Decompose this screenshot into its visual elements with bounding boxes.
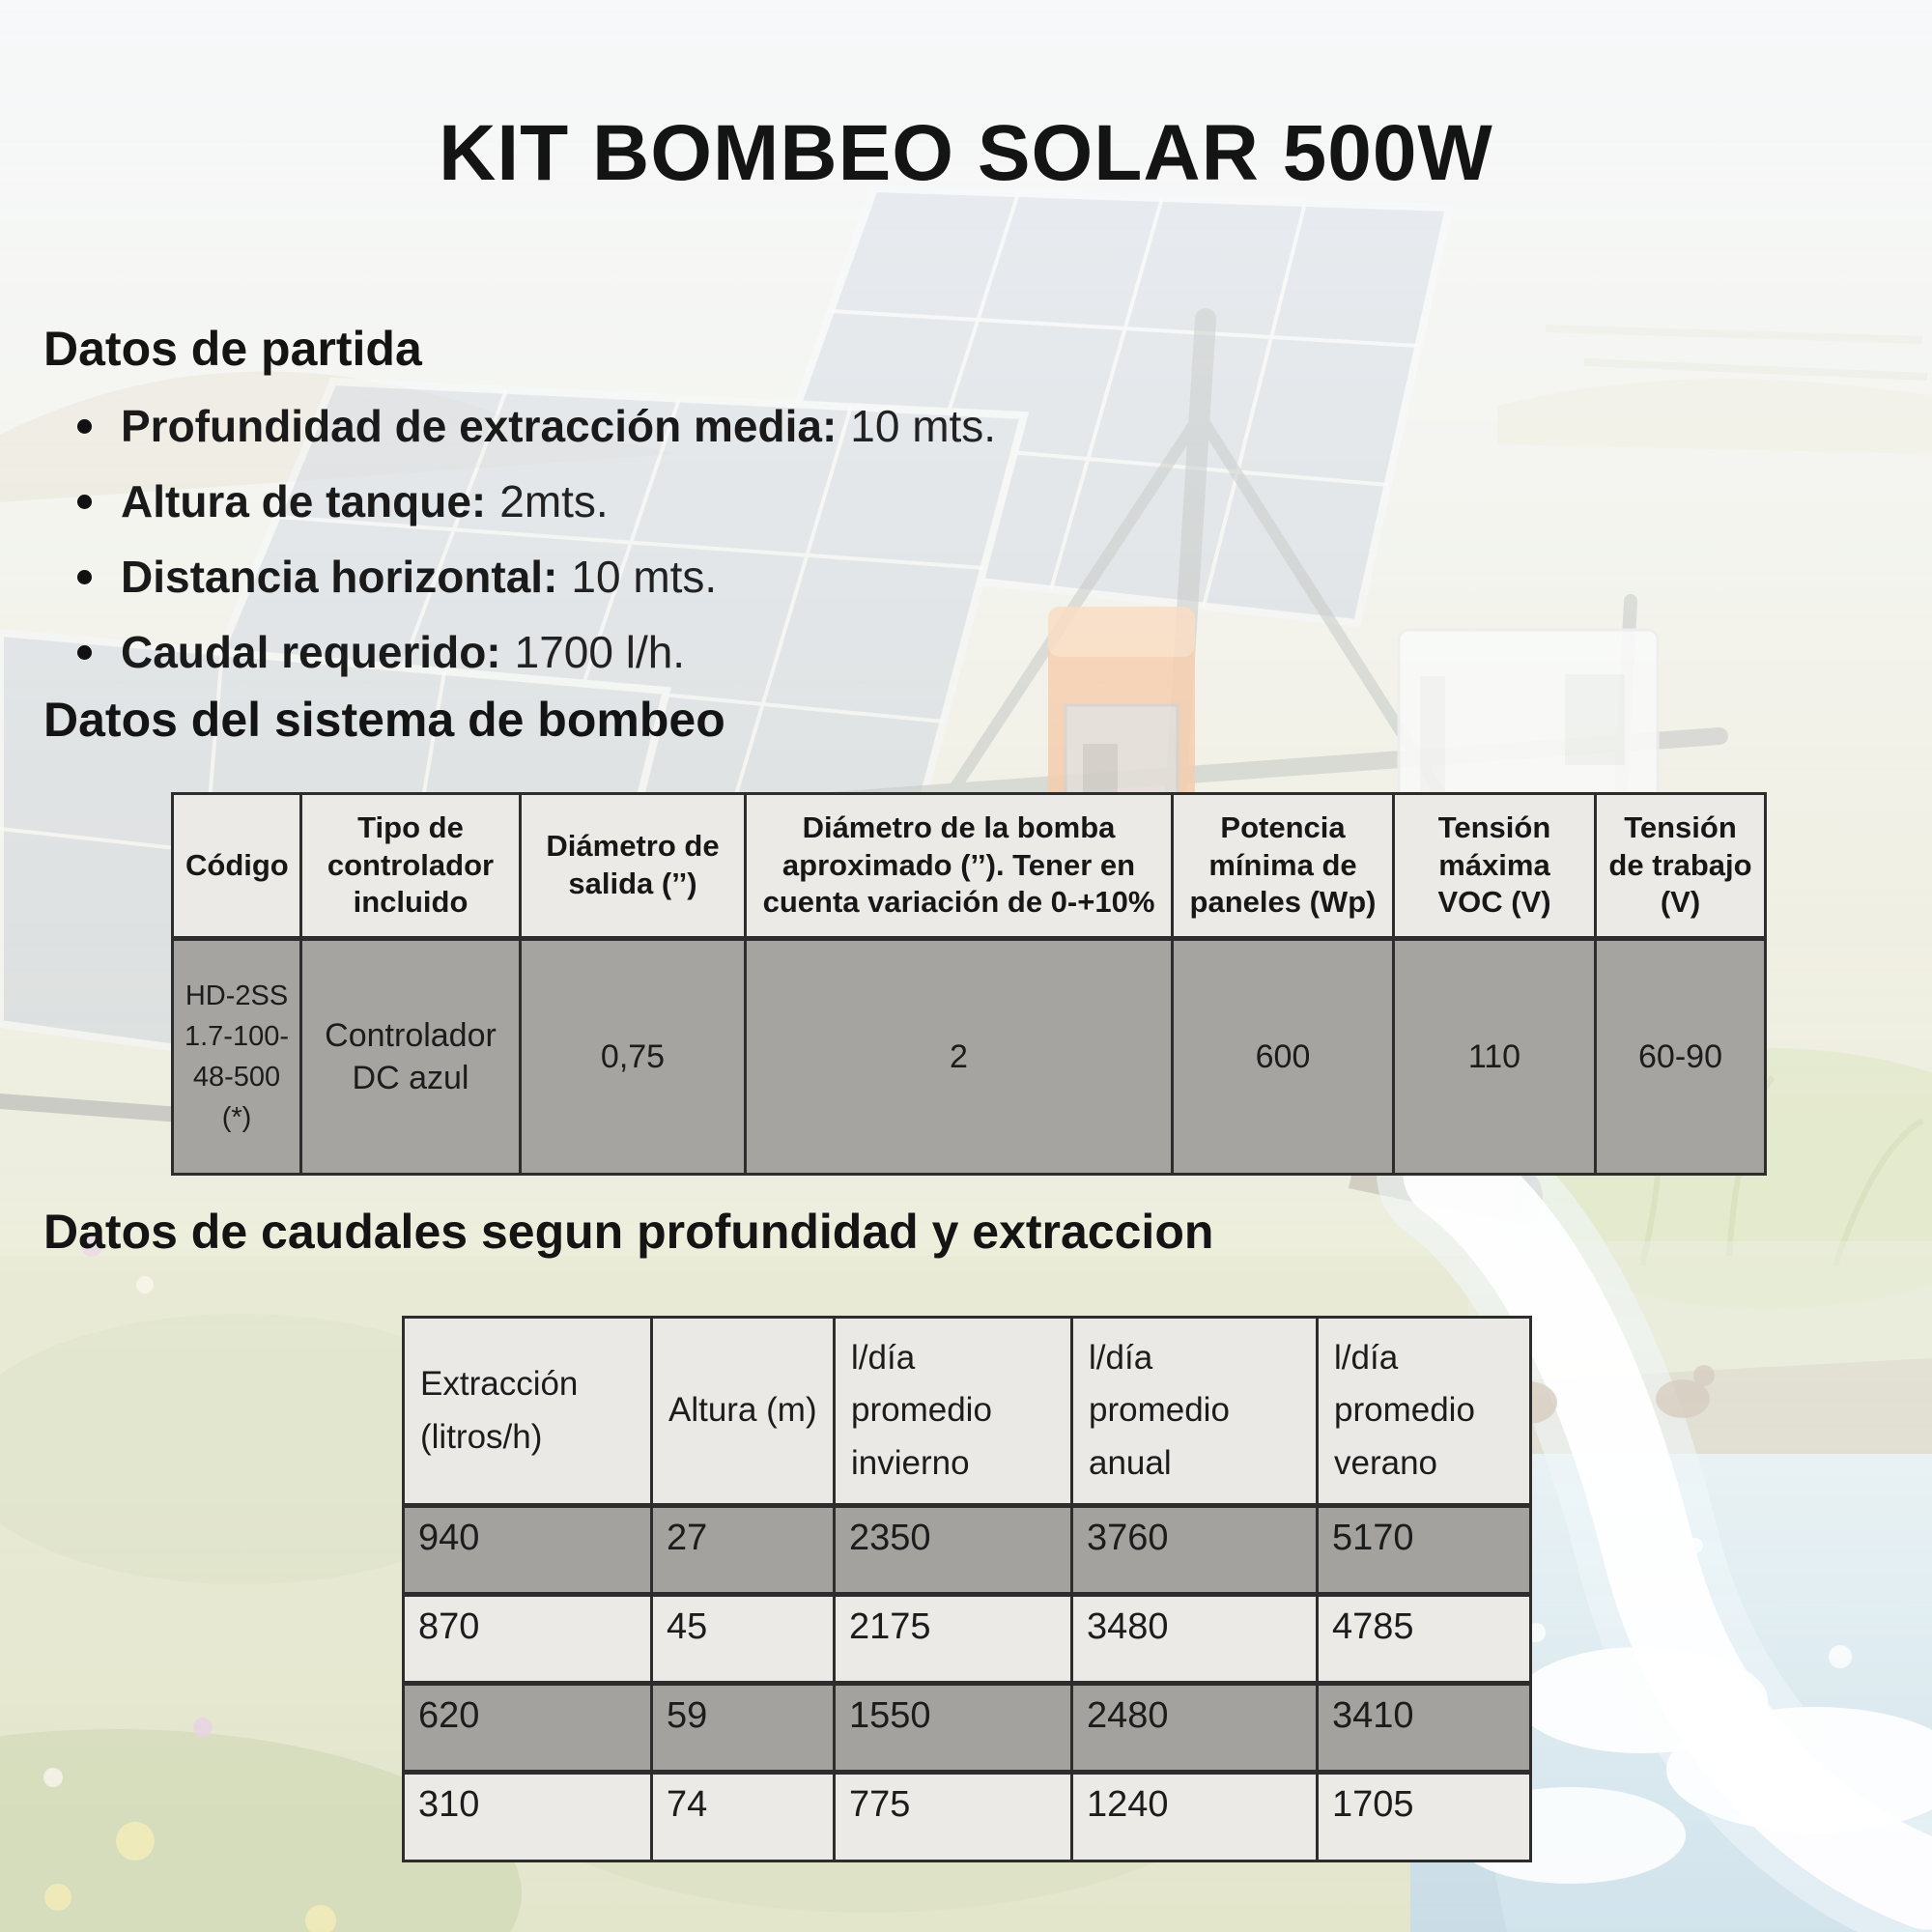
column-header: l/día promedio invierno: [835, 1318, 1072, 1506]
table-row: [173, 939, 1766, 1175]
table-cell: 2: [746, 939, 1173, 1175]
table-cell: HD-2SS 1.7-100-48-500 (*): [173, 939, 301, 1175]
bullet-value: 10 mts.: [571, 552, 718, 602]
table-cell: 1550: [835, 1684, 1072, 1773]
list-item: [77, 539, 996, 614]
section-heading-caudales: Datos de caudales segun profundidad y extraccion: [43, 1205, 1214, 1259]
column-header: Altura (m): [652, 1318, 835, 1506]
column-header: Extracción (litros/h): [404, 1318, 652, 1506]
bullet-icon: [77, 570, 92, 584]
table-cell: Controlador DC azul: [301, 939, 521, 1175]
bullet-value: 10 mts.: [850, 401, 997, 451]
table-header-row: [404, 1318, 1531, 1506]
bullet-label: Profundidad de extracción media:: [121, 401, 838, 451]
bullet-value: 1700 l/h.: [514, 627, 686, 677]
table-cell: 870: [404, 1595, 652, 1684]
bullet-label: Altura de tanque:: [121, 476, 487, 526]
table-cell: 60-90: [1596, 939, 1766, 1175]
list-item: [77, 464, 996, 539]
column-header: Diámetro de la bomba aproximado (’’). Tener en cuenta variación de 0-+10%: [746, 794, 1173, 939]
column-header: Tipo de controlador incluido: [301, 794, 521, 939]
table-cell: 110: [1394, 939, 1596, 1175]
table-cell: 27: [652, 1506, 835, 1595]
table-cell: 310: [404, 1773, 652, 1861]
column-header: Diámetro de salida (’’): [521, 794, 746, 939]
table-cell: 3480: [1072, 1595, 1318, 1684]
table-cell: 74: [652, 1773, 835, 1861]
pump-system-table: [171, 792, 1767, 1176]
column-header: Código: [173, 794, 301, 939]
bullet-value: 2mts.: [499, 476, 609, 526]
table-header-row: [173, 794, 1766, 939]
table-row: [404, 1773, 1531, 1861]
list-item: [77, 614, 996, 690]
table-cell: 1705: [1318, 1773, 1531, 1861]
table-row: [404, 1595, 1531, 1684]
table-cell: 600: [1173, 939, 1394, 1175]
column-header: Potencia mínima de paneles (Wp): [1173, 794, 1394, 939]
table-cell: 45: [652, 1595, 835, 1684]
bullet-icon: [77, 419, 92, 434]
flow-rate-table: [402, 1316, 1532, 1862]
table-cell: 775: [835, 1773, 1072, 1861]
section-heading-partida: Datos de partida: [43, 322, 422, 376]
table-cell: 2350: [835, 1506, 1072, 1595]
table-row: [404, 1684, 1531, 1773]
list-item: [77, 388, 996, 464]
table-cell: 2175: [835, 1595, 1072, 1684]
table-cell: 1240: [1072, 1773, 1318, 1861]
table-cell: 4785: [1318, 1595, 1531, 1684]
table-cell: 940: [404, 1506, 652, 1595]
table-cell: 3760: [1072, 1506, 1318, 1595]
bullet-icon: [77, 495, 92, 509]
table-cell: 3410: [1318, 1684, 1531, 1773]
bullet-label: Caudal requerido:: [121, 627, 501, 677]
table-cell: 59: [652, 1684, 835, 1773]
section-heading-sistema: Datos del sistema de bombeo: [43, 693, 725, 747]
column-header: Tensión de trabajo (V): [1596, 794, 1766, 939]
bullet-label: Distancia horizontal:: [121, 552, 558, 602]
table-cell: 620: [404, 1684, 652, 1773]
column-header: Tensión máxima VOC (V): [1394, 794, 1596, 939]
column-header: l/día promedio anual: [1072, 1318, 1318, 1506]
bullet-icon: [77, 645, 92, 660]
table-row: [404, 1506, 1531, 1595]
table-cell: 2480: [1072, 1684, 1318, 1773]
starting-data-list: [77, 388, 996, 690]
column-header: l/día promedio verano: [1318, 1318, 1531, 1506]
page-title: KIT BOMBEO SOLAR 500W: [439, 109, 1493, 197]
table-cell: 0,75: [521, 939, 746, 1175]
table-cell: 5170: [1318, 1506, 1531, 1595]
